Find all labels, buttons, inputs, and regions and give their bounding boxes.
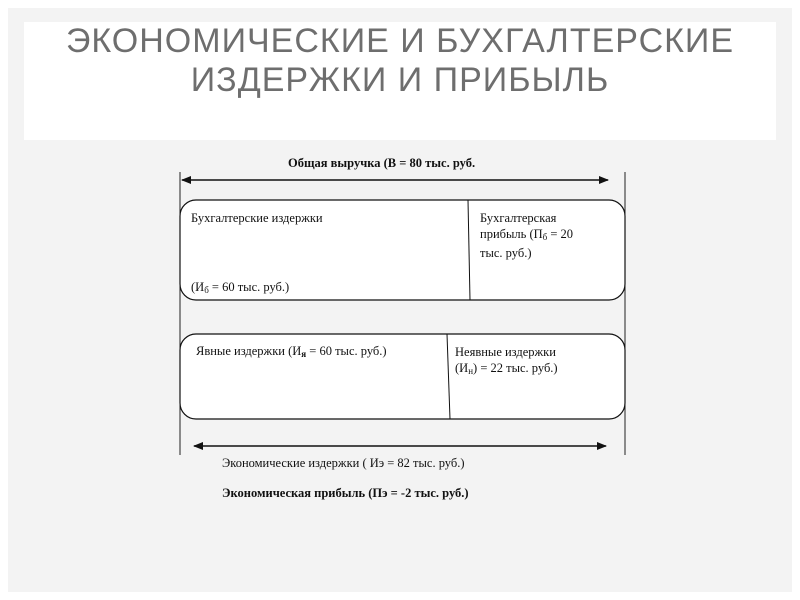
explicit-costs-label: Явные издержки ($И_я = 60$ тыс. руб.) bbox=[196, 344, 387, 359]
implicit-costs-label: Неявные издержки $(И_н) = 22$ тыс. руб.) bbox=[455, 345, 558, 376]
accounting-costs-value: ($И_б = 60$ тыс. руб.) bbox=[191, 280, 290, 295]
revenue-label: Общая выручка (В = 80 тыс. руб. bbox=[288, 156, 476, 170]
slide-title: ЭКОНОМИЧЕСКИЕ И БУХГАЛТЕРСКИЕ ИЗДЕРЖКИ И ПРИБЫЛЬ bbox=[65, 22, 735, 99]
economic-costs-label: Экономические издержки ( Иэ = 82 тыс. руб.) bbox=[222, 456, 465, 470]
accounting-costs-title: Бухгалтерские издержки bbox=[191, 211, 323, 225]
accounting-profit-label: Бухгалтерская прибыль ($П_б = 20$ тыс. руб.) bbox=[480, 211, 574, 260]
economic-profit-label: Экономическая прибыль (Пэ = -2 тыс. руб.) bbox=[222, 486, 469, 500]
